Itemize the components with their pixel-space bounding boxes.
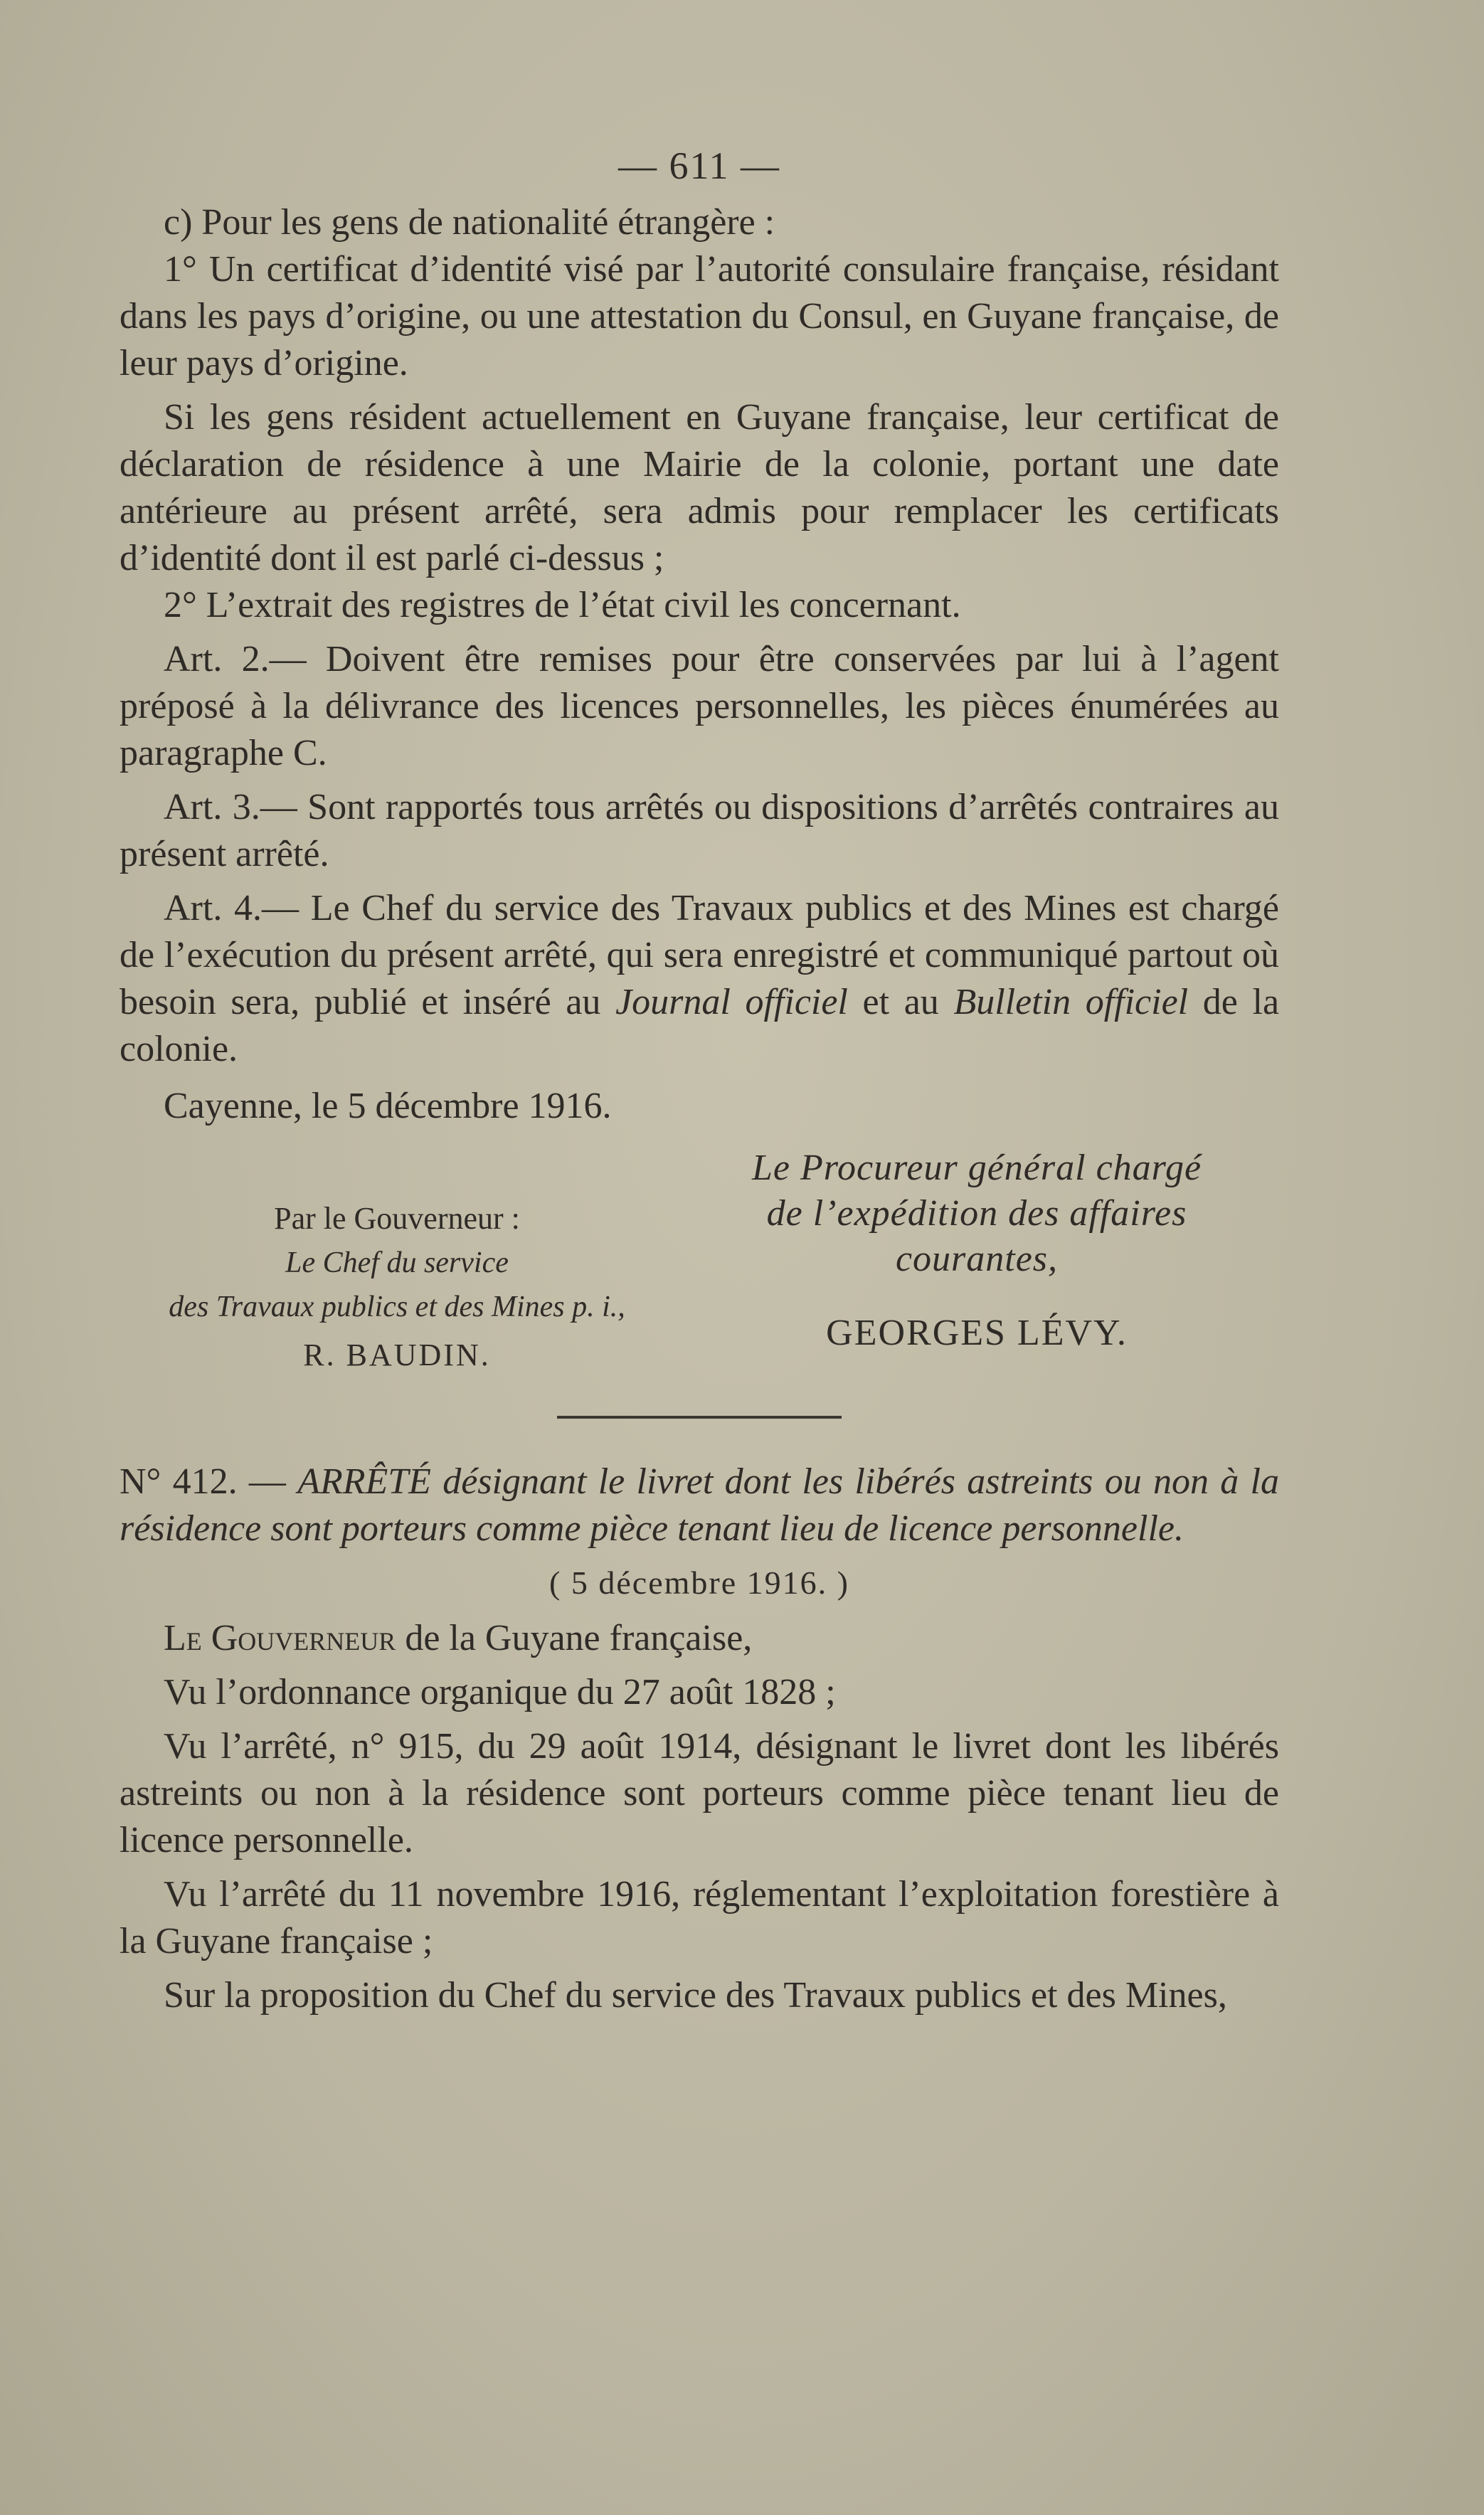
page-number: — 611 — (618, 144, 780, 187)
signature-left (120, 1197, 674, 1377)
signature-right-name: GEORGES LÉVY. (826, 1313, 1128, 1353)
article-2: Art. 2.— Doivent être remises pour être conservées par lui à l’agent préposé à la délivrance des licences personnelles, les pièces énumérées au paragraphe C. (120, 639, 1279, 773)
decree-proposition: Sur la proposition du Chef du service des Travaux publics et des Mines, (164, 1975, 1227, 2016)
signature-right-line2: de l’expédition des affaires (766, 1193, 1187, 1234)
bulletin-officiel: Bulletin officiel (953, 982, 1189, 1022)
governor-rest: de la Guyane française, (396, 1618, 753, 1658)
signature-right-line3: courantes, (895, 1239, 1059, 1279)
signature-left-name: R. BAUDIN. (303, 1338, 491, 1372)
paragraph-extrait: 2° L’extrait des registres de l’état civil les concernant. (164, 585, 961, 625)
section-divider (557, 1416, 842, 1419)
decree-title: ARRÊTÉ désignant le livret dont les libérés astreints ou non à la résidence sont porteurs comme pièce tenant lieu de licence personnelle. (120, 1461, 1279, 1549)
signature-left-line3: des Travaux publics et des Mines p. i., (169, 1291, 625, 1323)
signature-block (120, 1145, 1279, 1394)
page-content (120, 142, 1279, 2019)
journal-officiel: Journal officiel (615, 982, 848, 1022)
paragraph-certificat: 1° Un certificat d’identité visé par l’autorité consulaire française, résidant dans les pays d’origine, ou une attestation du Consul, en Guyane française, de leur pays d’origine. (120, 249, 1279, 383)
decree-number: N° 412. — (120, 1461, 298, 1502)
article-3: Art. 3.— Sont rapportés tous arrêtés ou dispositions d’arrêtés contraires au présent arrêté. (120, 787, 1279, 874)
signature-left-line2: Le Chef du service (285, 1246, 509, 1279)
article-4-text-c: de la colonie. (120, 982, 1280, 1069)
decree-vu-1: Vu l’ordonnance organique du 27 août 1828 ; (164, 1672, 836, 1712)
article-4-text-a: Art. 4.— Le Chef du service des Travaux publics et des Mines est chargé de l’exécution du présent arrêté, qui sera enregistré et communiqué partout où besoin sera, publié et inséré au (120, 888, 1279, 1022)
governor-label: Le Gouverneur (164, 1618, 396, 1658)
signature-right (674, 1145, 1279, 1356)
decree-vu-3: Vu l’arrêté du 11 novembre 1916, réglementant l’exploitation forestière à la Guyane française ; (120, 1874, 1279, 1961)
decree-vu-2: Vu l’arrêté, n° 915, du 29 août 1914, désignant le livret dont les libérés astreints ou non à la résidence sont porteurs comme pièce tenant lieu de licence personnelle. (120, 1726, 1279, 1860)
paragraph-c: c) Pour les gens de nationalité étrangère : (164, 202, 775, 243)
decree-governor (120, 1615, 1279, 1662)
article-4-text-b: et au (847, 982, 954, 1022)
article-4 (120, 885, 1279, 1073)
signature-left-line1: Par le Gouverneur : (274, 1201, 520, 1236)
paragraph-residence: Si les gens résident actuellement en Guyane française, leur certificat de déclaration de résidence à une Mairie de la colonie, portant une date antérieure au présent arrêté, sera admis pour remplacer les certificats d’identité dont il est parlé ci-dessus ; (120, 397, 1279, 578)
decree-heading (120, 1458, 1279, 1552)
place-date: Cayenne, le 5 décembre 1916. (164, 1086, 612, 1126)
signature-right-line1: Le Procureur général chargé (751, 1148, 1202, 1188)
decree-date: ( 5 décembre 1916. ) (549, 1564, 849, 1601)
